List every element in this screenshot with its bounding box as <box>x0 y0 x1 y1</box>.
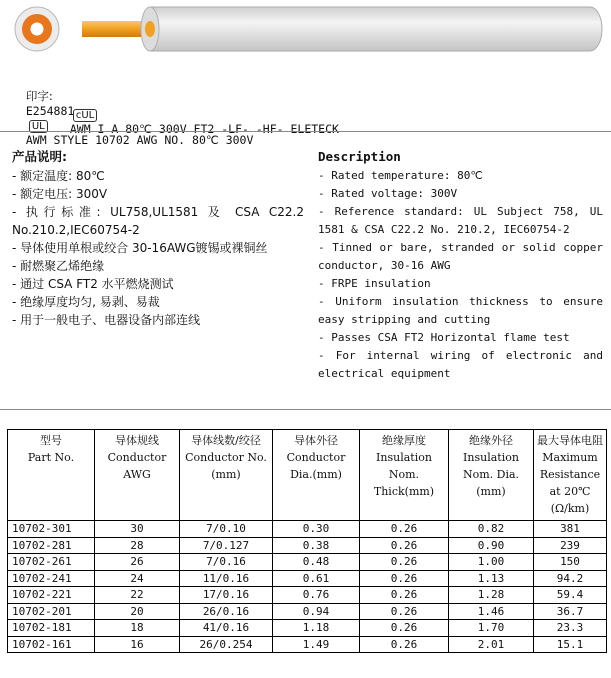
cul-mark-icon: cUL <box>73 109 97 122</box>
description-en-heading: Description <box>318 149 401 164</box>
col-header-resistance: 最大导体电阻 Maximum Resistance at 20℃ (Ω/km) <box>534 430 607 521</box>
list-item: - Passes CSA FT2 Horizontal flame test <box>318 331 570 344</box>
ul-mark-icon: UL <box>29 120 48 133</box>
table-cell: 0.26 <box>360 570 449 587</box>
description-cn-heading: 产品说明: <box>12 149 67 164</box>
table-row <box>8 537 607 554</box>
list-item: - 执行标准: UL758,UL1581 及 CSA C22.2 No.210.2,IEC60754-2 <box>12 205 304 237</box>
description-en-list <box>318 167 603 383</box>
list-item: - For internal wiring of electronic and electrical equipment <box>318 349 603 380</box>
print-text-2: AWM I A 80℃ 300V FT2 -LF- -HF- ELETECK <box>69 122 339 136</box>
table-cell: 16 <box>95 636 180 653</box>
table-cell: 10702-181 <box>8 620 95 637</box>
description-en <box>318 148 603 383</box>
table-cell: 1.18 <box>273 620 360 637</box>
print-text-1: AWM STYLE 10702 AWG NO. 80℃ 300V <box>25 133 254 147</box>
table-cell: 0.26 <box>360 636 449 653</box>
table-cell: 150 <box>534 554 607 571</box>
table-cell: 381 <box>534 521 607 538</box>
table-cell: 28 <box>95 537 180 554</box>
table-cell: 1.13 <box>449 570 534 587</box>
description-cn-list <box>12 167 304 329</box>
col-header-conductor-dia: 导体外径 Conductor Dia.(mm) <box>273 430 360 521</box>
list-item: - 导体使用单根或绞合 30-16AWG镀锡或裸铜丝 <box>12 241 268 255</box>
table-cell: 1.70 <box>449 620 534 637</box>
col-header-insulation-dia: 绝缘外径 Insulation Nom. Dia. (mm) <box>449 430 534 521</box>
table-cell: 1.46 <box>449 603 534 620</box>
table-cell: 0.26 <box>360 521 449 538</box>
table-cell: 10702-261 <box>8 554 95 571</box>
table-header-row <box>8 430 607 521</box>
description-cn <box>12 148 304 329</box>
list-item: - 通过 CSA FT2 水平燃烧测试 <box>12 277 174 291</box>
print-line-2 <box>56 93 339 136</box>
table-row <box>8 587 607 604</box>
table-cell: 2.01 <box>449 636 534 653</box>
table-cell: 10702-241 <box>8 570 95 587</box>
table-cell: 18 <box>95 620 180 637</box>
table-cell: 0.61 <box>273 570 360 587</box>
table-cell: 26 <box>95 554 180 571</box>
table-cell: 1.28 <box>449 587 534 604</box>
table-cell: 0.76 <box>273 587 360 604</box>
list-item: - Rated voltage: 300V <box>318 187 458 200</box>
table-cell: 1.49 <box>273 636 360 653</box>
table-cell: 0.26 <box>360 587 449 604</box>
table-cell: 1.00 <box>449 554 534 571</box>
table-cell: 20 <box>95 603 180 620</box>
table-cell: 11/0.16 <box>180 570 273 587</box>
table-cell: 23.3 <box>534 620 607 637</box>
table-cell: 17/0.16 <box>180 587 273 604</box>
table-cell: 26/0.254 <box>180 636 273 653</box>
table-cell: 10702-201 <box>8 603 95 620</box>
table-cell: 94.2 <box>534 570 607 587</box>
table-cell: 0.48 <box>273 554 360 571</box>
table-cell: 239 <box>534 537 607 554</box>
table-cell: 0.94 <box>273 603 360 620</box>
table-cell: 0.38 <box>273 537 360 554</box>
list-item: - 用于一般电子、电器设备内部连线 <box>12 313 201 327</box>
table-cell: 41/0.16 <box>180 620 273 637</box>
table-cell: 7/0.16 <box>180 554 273 571</box>
table-cell: 24 <box>95 570 180 587</box>
table-cell: 0.26 <box>360 537 449 554</box>
col-header-awg: 导体规线 Conductor AWG <box>95 430 180 521</box>
table-cell: 0.26 <box>360 554 449 571</box>
table-cell: 0.90 <box>449 537 534 554</box>
col-header-strand: 导体线数/绞径 Conductor No.(mm) <box>180 430 273 521</box>
table-cell: 0.82 <box>449 521 534 538</box>
list-item: - 额定温度: 80℃ <box>12 169 105 183</box>
list-item: - 额定电压: 300V <box>12 187 108 201</box>
file-number: E254881 <box>25 104 75 118</box>
table-cell: 0.26 <box>360 603 449 620</box>
wire-jacket <box>150 7 602 51</box>
table-cell: 7/0.10 <box>180 521 273 538</box>
spec-table-body <box>8 521 607 653</box>
table-cell: 30 <box>95 521 180 538</box>
print-label: 印字: <box>25 89 53 103</box>
table-row <box>8 603 607 620</box>
table-cell: 36.7 <box>534 603 607 620</box>
table-cell: 0.26 <box>360 620 449 637</box>
table-cell: 0.30 <box>273 521 360 538</box>
list-item: - Reference standard: UL Subject 758, UL 1581 & CSA C22.2 No. 210.2, IEC60754-2 <box>318 205 603 236</box>
table-cell: 26/0.16 <box>180 603 273 620</box>
table-cell: 10702-161 <box>8 636 95 653</box>
list-item: - Uniform insulation thickness to ensure easy stripping and cutting <box>318 295 603 326</box>
table-row <box>8 636 607 653</box>
table-row <box>8 554 607 571</box>
list-item: - FRPE insulation <box>318 277 431 290</box>
col-header-part-no: 型号 Part No. <box>8 430 95 521</box>
table-cell: 22 <box>95 587 180 604</box>
wire-illustration <box>0 0 611 66</box>
table-cell: 15.1 <box>534 636 607 653</box>
table-row <box>8 570 607 587</box>
list-item: - 绝缘厚度均匀, 易剥、易裁 <box>12 295 160 309</box>
spec-table <box>7 429 607 653</box>
list-item: - Rated temperature: 80℃ <box>318 169 483 182</box>
table-cell: 59.4 <box>534 587 607 604</box>
col-header-insulation-thick: 绝缘厚度 Insulation Nom. Thick(mm) <box>360 430 449 521</box>
list-item: - 耐燃聚乙烯绝缘 <box>12 259 105 273</box>
table-cell: 10702-221 <box>8 587 95 604</box>
table-cell: 10702-301 <box>8 521 95 538</box>
table-row <box>8 620 607 637</box>
list-item: - Tinned or bare, stranded or solid copper conductor, 30-16 AWG <box>318 241 603 272</box>
wire-end-section <box>15 7 59 51</box>
table-cell: 7/0.127 <box>180 537 273 554</box>
table-cell: 10702-281 <box>8 537 95 554</box>
table-row <box>8 521 607 538</box>
divider-top <box>0 131 611 132</box>
divider-bottom <box>0 409 611 410</box>
